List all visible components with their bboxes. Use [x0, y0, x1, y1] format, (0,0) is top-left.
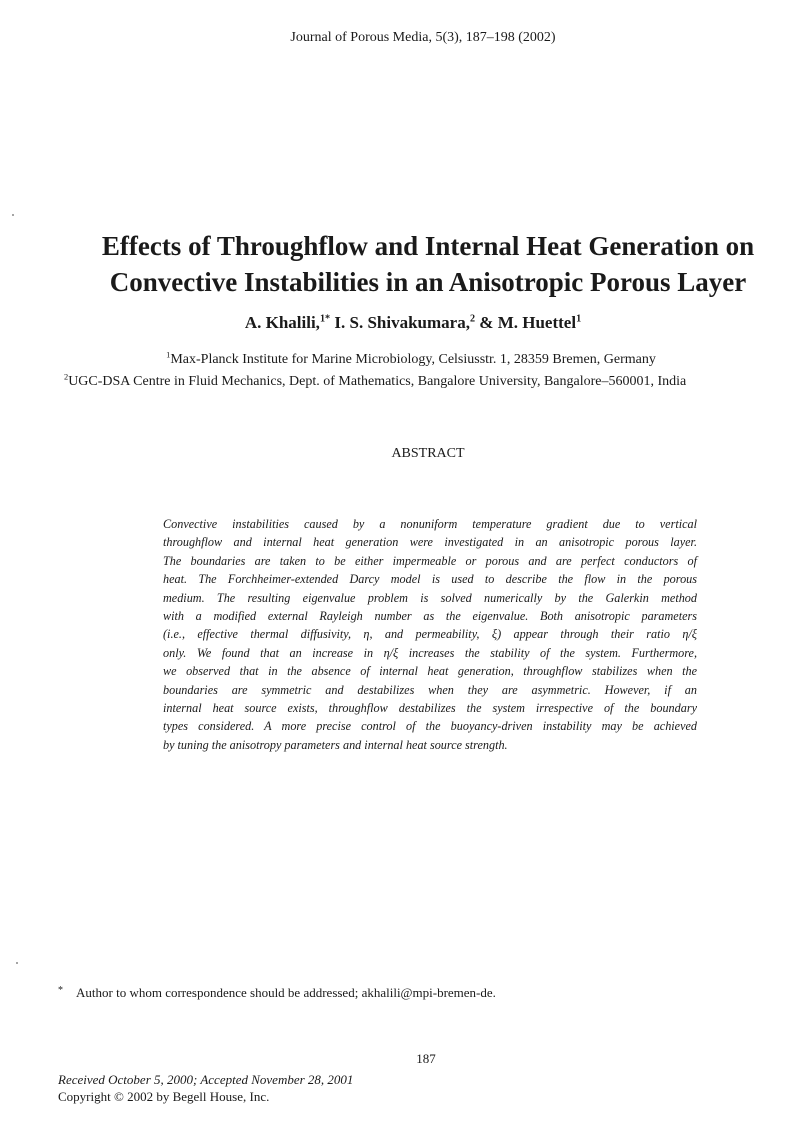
affiliation-text: Max-Planck Institute for Marine Microbiology, Celsiusstr. 1, 28359 Bremen, Germany — [170, 352, 656, 367]
author-affiliation-mark: 1 — [576, 313, 582, 325]
abstract-line: Convective instabilities caused by a nonuniform temperature gradient due to vertical — [163, 517, 697, 531]
abstract-line: heat. The Forchheimer-extended Darcy model is used to describe the flow in the porous — [163, 572, 697, 587]
abstract-line: throughflow and internal heat generation were investigated in an anisotropic porous layer. — [163, 535, 697, 550]
affiliation-1 — [0, 352, 796, 368]
title-line-1: Effects of Throughflow and Internal Heat Generation on — [101, 231, 755, 261]
author-affiliation-mark: 2 — [469, 313, 476, 325]
abstract-heading: ABSTRACT — [391, 446, 465, 461]
author-list — [0, 313, 796, 333]
affiliation-mark: 1 — [166, 350, 171, 360]
author-name: & M. Huettel — [475, 313, 577, 332]
page-number: 187 — [416, 1051, 436, 1066]
author-name: A. Khalili, — [244, 313, 320, 332]
corresponding-author-footnote — [58, 985, 758, 1001]
footnote-mark: * — [58, 985, 63, 996]
affiliation-text: UGC-DSA Centre in Fluid Mechanics, Dept. of Mathematics, Bangalore University, Bangalore–560001, India — [68, 374, 687, 389]
abstract-line: internal heat source exists, throughflow destabilizes the system irrespective of the boundary — [163, 701, 697, 716]
scan-speck — [16, 962, 18, 964]
abstract-line: by tuning the anisotropy parameters and internal heat source strength. — [163, 737, 508, 752]
footnote-text: Author to whom correspondence should be addressed; akhalili@mpi-bremen-de. — [76, 985, 496, 1000]
abstract-line: boundaries are symmetric and destabilizes when they are asymmetric. However, if an — [163, 682, 697, 697]
abstract-body — [163, 515, 697, 754]
received-accepted-dates: Received October 5, 2000; Accepted November 28, 2001 — [58, 1072, 354, 1087]
abstract-line: (i.e., effective thermal diffusivity, η, and permeability, ξ) appear through their ratio η/ξ — [163, 627, 697, 642]
paper-title — [60, 228, 796, 300]
copyright-notice: Copyright © 2002 by Begell House, Inc. — [58, 1089, 270, 1104]
abstract-line: medium. The resulting eigenvalue problem is solved numerically by the Galerkin method — [163, 590, 697, 605]
journal-header: Journal of Porous Media, 5(3), 187–198 (2002) — [290, 30, 556, 45]
abstract-line: with a modified external Rayleigh number as the eigenvalue. Both anisotropic parameters — [163, 609, 697, 624]
affiliation-mark: 2 — [64, 372, 69, 382]
abstract-line: types considered. A more precise control of the buoyancy-driven instability may be achieved — [163, 719, 697, 734]
author-name: I. S. Shivakumara, — [330, 313, 470, 332]
author-affiliation-mark: 1* — [319, 313, 331, 325]
title-line-2: Convective Instabilities in an Anisotropic Porous Layer — [109, 267, 747, 297]
scan-speck — [12, 214, 14, 216]
abstract-line: we observed that in the absence of internal heat generation, throughflow stabilizes when the — [163, 664, 697, 679]
affiliation-2 — [64, 374, 796, 390]
abstract-line: only. We found that an increase in η/ξ increases the stability of the system. Furthermore, — [163, 645, 697, 660]
abstract-line: The boundaries are taken to be either impermeable or porous and are perfect conductors of — [163, 553, 697, 568]
